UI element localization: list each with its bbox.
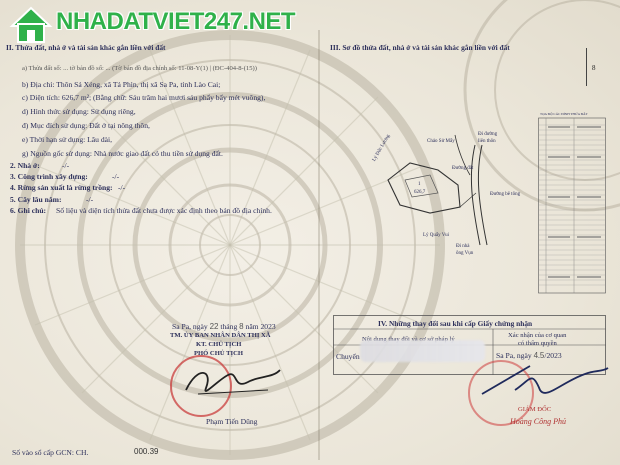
change-day: 4 <box>533 351 539 360</box>
day-value: 22 <box>209 322 219 331</box>
line-a: a) Thửa đất số: ... tờ bản đồ số: ... (Tờ bản đồ địa chính số: 11-08-Y(1) | (ĐC-404-8-(15)) <box>22 65 257 72</box>
map-di-nha: Đi nhà <box>456 244 470 249</box>
line-dd: đ) Mục đích sử dụng: Đất ở tại nông thôn, <box>22 121 150 130</box>
map-plot-area: 626,7 <box>414 190 426 195</box>
cert-number-value: 000.39 <box>134 447 159 456</box>
line-e: e) Thời hạn sử dụng: Lâu dài, <box>22 135 113 144</box>
line-b: b) Địa chỉ: Thôn Sả Xéng, xã Tả Phìn, thị xã Sa Pa, tỉnh Lào Cai; <box>22 80 221 89</box>
map-ong-vui: ông Vụn <box>456 251 474 256</box>
sheet-number: 8 <box>592 64 596 72</box>
item-3-label: 3. Công trình xây dựng: <box>10 172 88 181</box>
coord-table-title: TỌA ĐỘ CÁC ĐỈNH THỬA ĐẤT <box>540 112 588 116</box>
cert-number-label: Số vào sổ cấp GCN: CH. <box>12 448 89 457</box>
change-date: Sa Pa, ngày 4.5/2023 <box>496 351 562 360</box>
change-year: /2023 <box>544 351 562 360</box>
coord-table <box>538 116 606 294</box>
item-2-value: -/- <box>62 161 70 170</box>
map-plot-id: 1 <box>418 182 421 187</box>
item-3-value: -/- <box>112 172 120 181</box>
signature-left <box>178 360 288 405</box>
signature-right <box>470 360 610 405</box>
line-d: d) Hình thức sử dụng: Sử dụng riêng, <box>22 107 136 116</box>
place-date-label: Sa Pa, ngày <box>172 322 208 331</box>
change-text: Chuyển <box>336 352 360 361</box>
item-5-value: -/- <box>86 195 94 204</box>
watermark-brand: NHADATVIET247.NET <box>56 8 296 35</box>
map-road-north: Đi đường <box>478 132 498 137</box>
map-chao-su: Chảo Sử Mẩy <box>427 139 455 144</box>
giam-doc-name: Hoàng Công Phú <box>510 417 566 426</box>
giam-doc-title: GIÁM ĐỐC <box>518 406 552 413</box>
item-5-label: 5. Cây lâu năm: <box>10 195 62 204</box>
redacted-area <box>360 340 485 362</box>
map-road-north-2: liên thôn <box>478 139 496 144</box>
change-month: 5 <box>539 351 545 360</box>
watermark-logo <box>4 4 296 44</box>
section-2-heading: II. Thửa đất, nhà ở và tài sản khác gắn liền với đất <box>6 43 166 52</box>
house-icon <box>8 4 54 44</box>
line-c: c) Diện tích: 626,7 m²; (Bằng chữ: Sáu trăm hai mươi sáu phẩy bẩy mét vuông), <box>22 93 266 102</box>
change-date-label: Sa Pa, ngày <box>496 351 532 360</box>
line-g: g) Nguồn gốc sử dụng: Nhà nước giao đất có thu tiền sử dụng đất. <box>22 149 223 158</box>
year-label: năm 2023 <box>245 322 276 331</box>
signer-name: Phạm Tiến Dũng <box>206 417 258 426</box>
item-4-label: 4. Rừng sản xuất là rừng trồng: <box>10 183 113 192</box>
map-ly-quay: Lý Quẩy Vui <box>423 233 449 238</box>
section-4-heading: IV. Những thay đổi sau khi cấp Giấy chứng nhận <box>378 319 533 328</box>
map-duong-be-tong: Đường bê tông <box>490 192 521 197</box>
org-line-2: KT. CHỦ TỊCH <box>196 341 242 348</box>
month-label: tháng <box>220 322 238 331</box>
sheet-box <box>586 48 605 86</box>
page-fold <box>318 30 320 460</box>
org-line-1: TM. ỦY BAN NHÂN DÂN THỊ XÃ <box>170 332 271 339</box>
col-confirm-b: có thẩm quyền <box>518 340 557 347</box>
place-date <box>172 323 276 331</box>
month-value: 8 <box>239 322 244 331</box>
item-2-label: 2. Nhà ở: <box>10 161 40 170</box>
item-4-value: -/- <box>118 183 126 192</box>
org-line-3: PHÓ CHỦ TỊCH <box>194 350 243 357</box>
item-6-label: 6. Ghi chú: <box>10 206 47 215</box>
col-confirm-a: Xác nhận của cơ quan <box>508 332 567 339</box>
item-6-value: Số liệu và diện tích thửa đất chưa được xác định theo bản đồ địa chính. <box>56 206 272 215</box>
map-lo-duc: Lý Đức Lương <box>372 134 392 163</box>
section-3-heading: III. Sơ đồ thửa đất, nhà ở và tài sản khác gắn liền với đất <box>330 43 510 52</box>
map-duong-dat: Đường đất <box>452 166 474 171</box>
